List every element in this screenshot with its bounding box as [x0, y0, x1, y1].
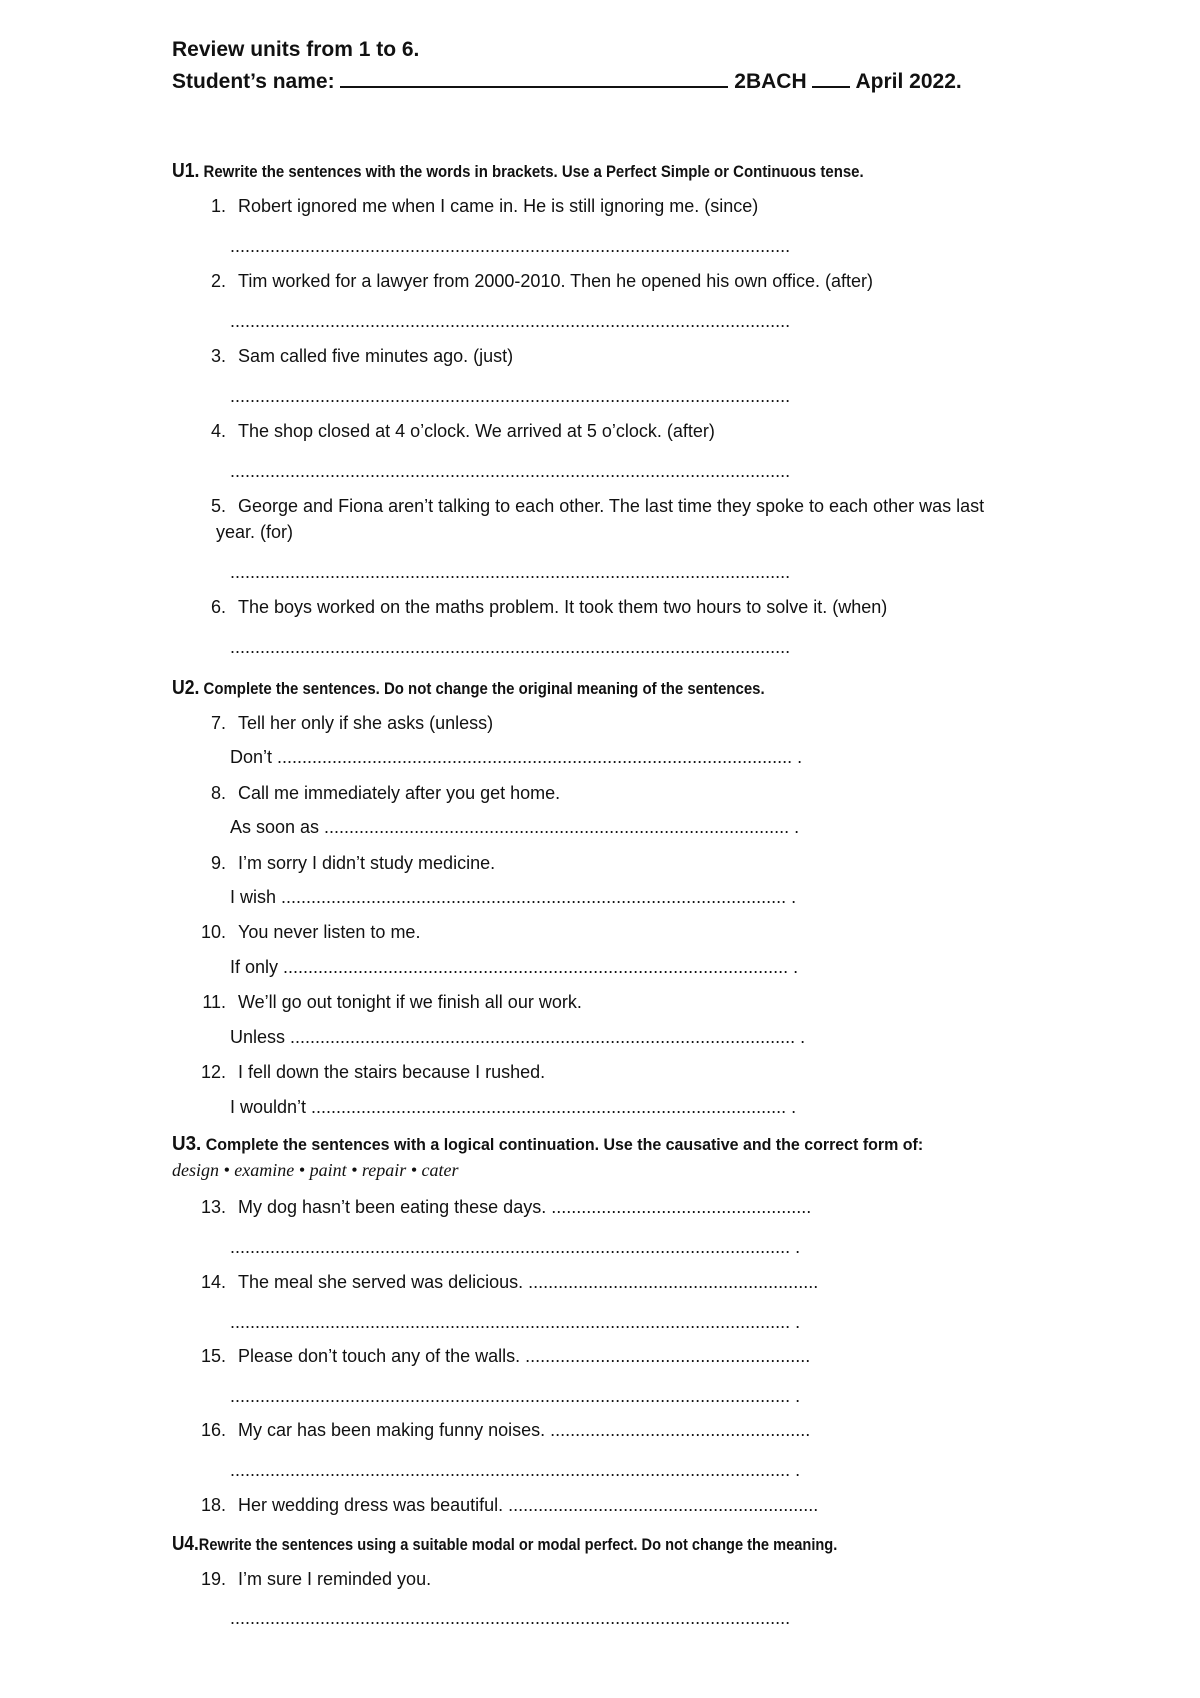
unit2-heading [172, 677, 765, 700]
exercise-item-13 [188, 1197, 811, 1218]
worksheet-title: Review units from 1 to 6. [172, 38, 420, 61]
item-prompt: Tell her only if she asks (unless) [238, 713, 494, 733]
item-number: 1. [210, 196, 226, 216]
unit1-heading [172, 160, 864, 183]
item-number: 15. [200, 1346, 226, 1366]
exercise-item-5 [188, 496, 984, 517]
item-prompt: I fell down the stairs because I rushed. [238, 1062, 546, 1082]
unit2-label: U2. [172, 677, 200, 699]
item-prompt: I’m sure I reminded you. [238, 1569, 432, 1589]
exercise-item-3 [188, 346, 513, 367]
item-prompt: We’ll go out tonight if we finish all our work. [238, 992, 582, 1012]
answer-line-4[interactable]: ................................................................................................................ [230, 461, 791, 481]
unit3-label: U3. [172, 1133, 202, 1155]
exercise-item-4 [188, 421, 715, 442]
answer-line-11[interactable]: Unless ..................................................................................................... . [230, 1027, 806, 1047]
unit1-instruction: Rewrite the sentences with the words in brackets. Use a Perfect Simple or Continuous tense. [203, 162, 864, 181]
answer-line-9[interactable]: I wish ..................................................................................................... . [230, 887, 797, 907]
answer-line-6[interactable]: ................................................................................................................ [230, 637, 791, 657]
unit3-word-list: design • examine • paint • repair • cater [172, 1160, 459, 1180]
item-number: 6. [210, 597, 226, 617]
item-prompt: Please don’t touch any of the walls. ......................................................... [238, 1346, 811, 1366]
item-number: 5. [210, 496, 226, 516]
student-info-line [172, 70, 962, 94]
exercise-item-6 [188, 597, 887, 618]
exercise-item-16 [188, 1420, 810, 1441]
item-prompt: I’m sorry I didn’t study medicine. [238, 853, 496, 873]
unit2-instruction: Complete the sentences. Do not change the original meaning of the sentences. [203, 679, 765, 698]
unit4-heading [172, 1533, 837, 1556]
item-prompt: Robert ignored me when I came in. He is still ignoring me. (since) [238, 196, 759, 216]
item-prompt: Tim worked for a lawyer from 2000-2010. Then he opened his own office. (after) [238, 271, 873, 291]
unit4-label: U4. [172, 1533, 199, 1555]
item-number: 7. [210, 713, 226, 733]
date-label: April 2022. [855, 70, 962, 93]
answer-line-16[interactable]: ................................................................................................................ . [230, 1460, 801, 1480]
class-label: 2BACH [734, 70, 807, 93]
item-prompt: The meal she served was delicious. .......................................................... [238, 1272, 819, 1292]
item-number: 16. [200, 1420, 226, 1440]
exercise-item-15 [188, 1346, 810, 1367]
item-number: 11. [202, 992, 226, 1012]
item-number: 12. [200, 1062, 226, 1082]
item-prompt: Call me immediately after you get home. [238, 783, 561, 803]
item-prompt-continuation: year. (for) [216, 522, 294, 542]
answer-line-19[interactable]: ................................................................................................................ [230, 1608, 791, 1628]
exercise-item-11 [188, 992, 582, 1013]
exercise-item-1 [188, 196, 758, 217]
item-prompt: George and Fiona aren’t talking to each other. The last time they spoke to each other was last [238, 496, 985, 516]
answer-line-14[interactable]: ................................................................................................................ . [230, 1312, 801, 1332]
unit1-label: U1. [172, 160, 200, 182]
answer-line-5[interactable]: ................................................................................................................ [230, 562, 791, 582]
exercise-item-7 [188, 713, 493, 734]
item-number: 8. [210, 783, 226, 803]
item-prompt: My dog hasn’t been eating these days. .................................................... [238, 1197, 812, 1217]
item-number: 10. [200, 922, 226, 942]
item-prompt: You never listen to me. [238, 922, 421, 942]
unit3-instruction: Complete the sentences with a logical continuation. Use the causative and the correct form of: [205, 1135, 924, 1154]
item-number: 13. [200, 1197, 226, 1217]
answer-line-1[interactable]: ................................................................................................................ [230, 236, 791, 256]
exercise-item-8 [188, 783, 560, 804]
item-prompt: The shop closed at 4 o’clock. We arrived at 5 o’clock. (after) [238, 421, 715, 441]
exercise-item-10 [188, 922, 420, 943]
exercise-item-9 [188, 853, 495, 874]
unit4-instruction: Rewrite the sentences using a suitable modal or modal perfect. Do not change the meaning. [198, 1535, 838, 1554]
student-name-label: Student’s name: [172, 70, 335, 93]
student-name-blank[interactable] [340, 86, 728, 88]
item-prompt: The boys worked on the maths problem. It took them two hours to solve it. (when) [238, 597, 888, 617]
answer-line-15[interactable]: ................................................................................................................ . [230, 1386, 801, 1406]
answer-line-13[interactable]: ................................................................................................................ . [230, 1237, 801, 1257]
class-group-blank[interactable] [812, 86, 850, 88]
unit3-heading [172, 1133, 923, 1156]
exercise-item-14 [188, 1272, 818, 1293]
item-number: 18. [200, 1495, 226, 1515]
item-prompt: My car has been making funny noises. .................................................... [238, 1420, 811, 1440]
exercise-item-19 [188, 1569, 431, 1590]
exercise-item-12 [188, 1062, 545, 1083]
answer-line-3[interactable]: ................................................................................................................ [230, 386, 791, 406]
item-number: 2. [210, 271, 226, 291]
exercise-item-18 [188, 1495, 818, 1516]
answer-line-2[interactable]: ................................................................................................................ [230, 311, 791, 331]
answer-line-10[interactable]: If only ..................................................................................................... . [230, 957, 799, 977]
item-number: 9. [210, 853, 226, 873]
exercise-item-2 [188, 271, 873, 292]
item-number: 14. [200, 1272, 226, 1292]
answer-line-8[interactable]: As soon as ............................................................................................. . [230, 817, 800, 837]
answer-line-12[interactable]: I wouldn’t ............................................................................................... . [230, 1097, 797, 1117]
item-prompt: Sam called five minutes ago. (just) [238, 346, 514, 366]
item-number: 4. [210, 421, 226, 441]
answer-line-7[interactable]: Don’t ....................................................................................................... . [230, 747, 803, 767]
item-number: 19. [200, 1569, 226, 1589]
item-prompt: Her wedding dress was beautiful. .............................................................. [238, 1495, 819, 1515]
item-number: 3. [210, 346, 226, 366]
